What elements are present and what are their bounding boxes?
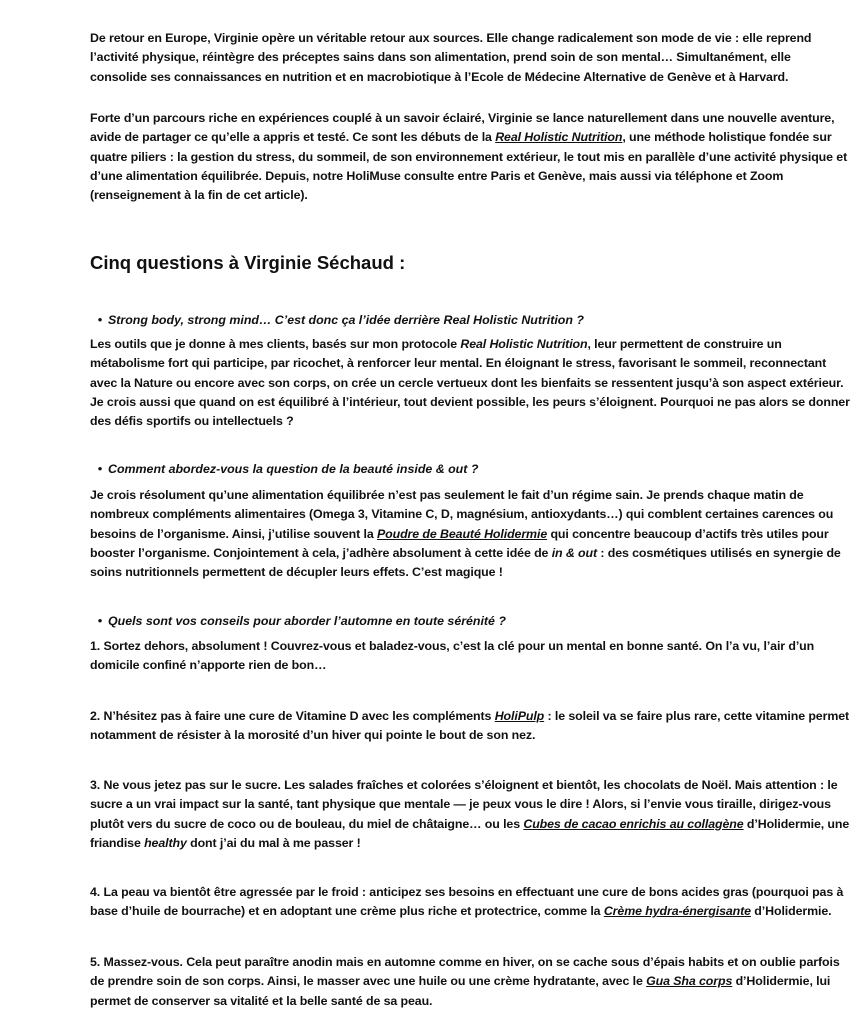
answer-2 (90, 486, 850, 582)
tip-text: : le soleil va se faire plus rare, cette vitamine permet notamment de résister à la morosité d’un hiver qui pointe le bout de son nez. (90, 709, 850, 743)
answer-text: , leur permettent de construire un métabolisme fort qui participe, par ricochet, à renforcer leur mental. En éloignant le stress, favorisant le sommeil, reconnectant avec la Nature ou encore avec son corps, on crée un cercle vertueux dont les bienfaits se ressentent jusqu’à son aspect extérieur. Je crois aussi que quand on est équilibré à l’intérieur, tout devient possible, les peurs s’éloignent. Pourquoi ne pas alors se donner des défis sportifs ou intellectuels ? (90, 337, 850, 429)
holipulp-link[interactable]: HoliPulp (494, 709, 545, 723)
tip-3 (90, 776, 850, 853)
question-1 (90, 311, 584, 330)
creme-hydra-energisante-link[interactable]: Crème hydra-énergisante (603, 904, 751, 919)
tip-1: 1. Sortez dehors, absolument ! Couvrez-vous et baladez-vous, c’est la clé pour un mental en bonne santé. On l’a vu, l’air d’un domicile confiné n’apporte rien de bon… (90, 639, 815, 673)
tip-text: 2. N’hésitez pas à faire une cure de Vitamine D avec les compléments (90, 709, 495, 723)
tip-text: d’Holidermie, une friandise (90, 816, 850, 850)
answer-text: : des cosmétiques utilisés en synergie de soins nutritionnels permettent de décupler leurs effets. C’est magique ! (90, 545, 841, 580)
intro-text: , une méthode holistique fondée sur quatre piliers : la gestion du stress, du sommeil, de son environnement extérieur, le tout mis en parallèle d’une activité physique et d’une alimentation équilibrée. Depuis, notre HoliMuse consulte entre Paris et Genève, mais aussi via téléphone et Zoom (renseignement à la fin de cet article). (90, 130, 848, 203)
bullet-icon: • (97, 313, 103, 327)
question-text: Quels sont vos conseils pour aborder l’automne en toute sérénité ? (108, 614, 506, 628)
tip-text: d’Holidermie, lui permet de conserver sa vitalité et la belle santé de sa peau. (90, 974, 831, 1008)
cubes-de-cacao-link[interactable]: Cubes de cacao enrichis au collagène (523, 816, 744, 831)
bullet-icon: • (97, 614, 103, 628)
poudre-de-beaute-link[interactable]: Poudre de Beauté Holidermie (376, 526, 548, 541)
real-holistic-nutrition-link[interactable]: Real Holistic Nutrition (495, 130, 623, 145)
answer-emphasis: in & out (551, 545, 598, 560)
answer-emphasis: Real Holistic Nutrition (460, 337, 588, 351)
question-2 (90, 460, 478, 479)
tip-text: 4. La peau va bientôt être agressée par le froid : anticipez ses besoins en effectuant une cure de bons acides gras (pourquoi pas à base d’huile de bourrache) et en adoptant une crème plus riche et protectrice, comme la (90, 885, 844, 919)
intro-paragraph-2 (90, 109, 850, 205)
answer-text: Je crois résolument qu’une alimentation équilibrée n’est pas seulement le fait d’un régime sain. Je prends chaque matin de nombreux compléments alimentaires (Omega 3, Vitamine C, D, magnésium, antioxydants…) qui comblent certaines carences ou besoins de l’organisme. Ainsi, j’utilise souvent la (90, 488, 834, 541)
answer-text: qui concentre beaucoup d’actifs très utiles pour booster l’organisme. Conjointement à cela, j’adhère absolument à cette idée de (90, 526, 829, 560)
answer-text: Les outils que je donne à mes clients, basés sur mon protocole (90, 337, 461, 351)
question-text: Comment abordez-vous la question de la beauté inside & out ? (108, 462, 479, 476)
tip-text: dont j’ai du mal à me passer ! (186, 835, 361, 850)
bullet-icon: • (97, 462, 103, 476)
question-text: Strong body, strong mind… C’est donc ça l’idée derrière Real Holistic Nutrition ? (108, 313, 584, 327)
question-3 (90, 612, 506, 631)
tip-5 (90, 953, 850, 1011)
answer-1 (90, 335, 850, 431)
tip-4 (90, 883, 850, 922)
intro-text: Forte d’un parcours riche en expériences couplé à un savoir éclairé, Virginie se lance naturellement dans une nouvelle aventure, avide de partager ce qu’elle a appris et testé. Ce sont les débuts de la (90, 111, 835, 145)
tip-emphasis: healthy (144, 835, 187, 850)
tip-text: 3. Ne vous jetez pas sur le sucre. Les salades fraîches et colorées s’éloignent et bientôt, les chocolats de Noël. Mais attention : le sucre a un vrai impact sur la santé, tant physique que mentale — je peux vous le dire ! Alors, si l’envie vous tiraille, dirigez-vous plutôt vers du sucre de coco ou de bouleau, du miel de châtaigne… ou les (90, 778, 838, 831)
intro-paragraph-1: De retour en Europe, Virginie opère un véritable retour aux sources. Elle change radicalement son mode de vie : elle reprend l’activité physique, réintègre des préceptes sains dans son alimentation, prend soin de son mental… Simultanément, elle consolide ses connaissances en nutrition et en macrobiotique à l’Ecole de Médecine Alternative de Genève et à Harvard. (90, 31, 812, 84)
section-title: Cinq questions à Virginie Séchaud : (90, 252, 406, 273)
tip-text: d’Holidermie. (750, 904, 832, 919)
gua-sha-corps-link[interactable]: Gua Sha corps (646, 974, 733, 989)
tip-text: 5. Massez-vous. Cela peut paraître anodin mais en automne comme en hiver, on se cache sous d’épais habits et on oublie parfois de prendre soin de son corps. Ainsi, le masser avec une huile ou une crème hydratante, avec le (90, 955, 840, 989)
tip-2 (90, 707, 850, 746)
